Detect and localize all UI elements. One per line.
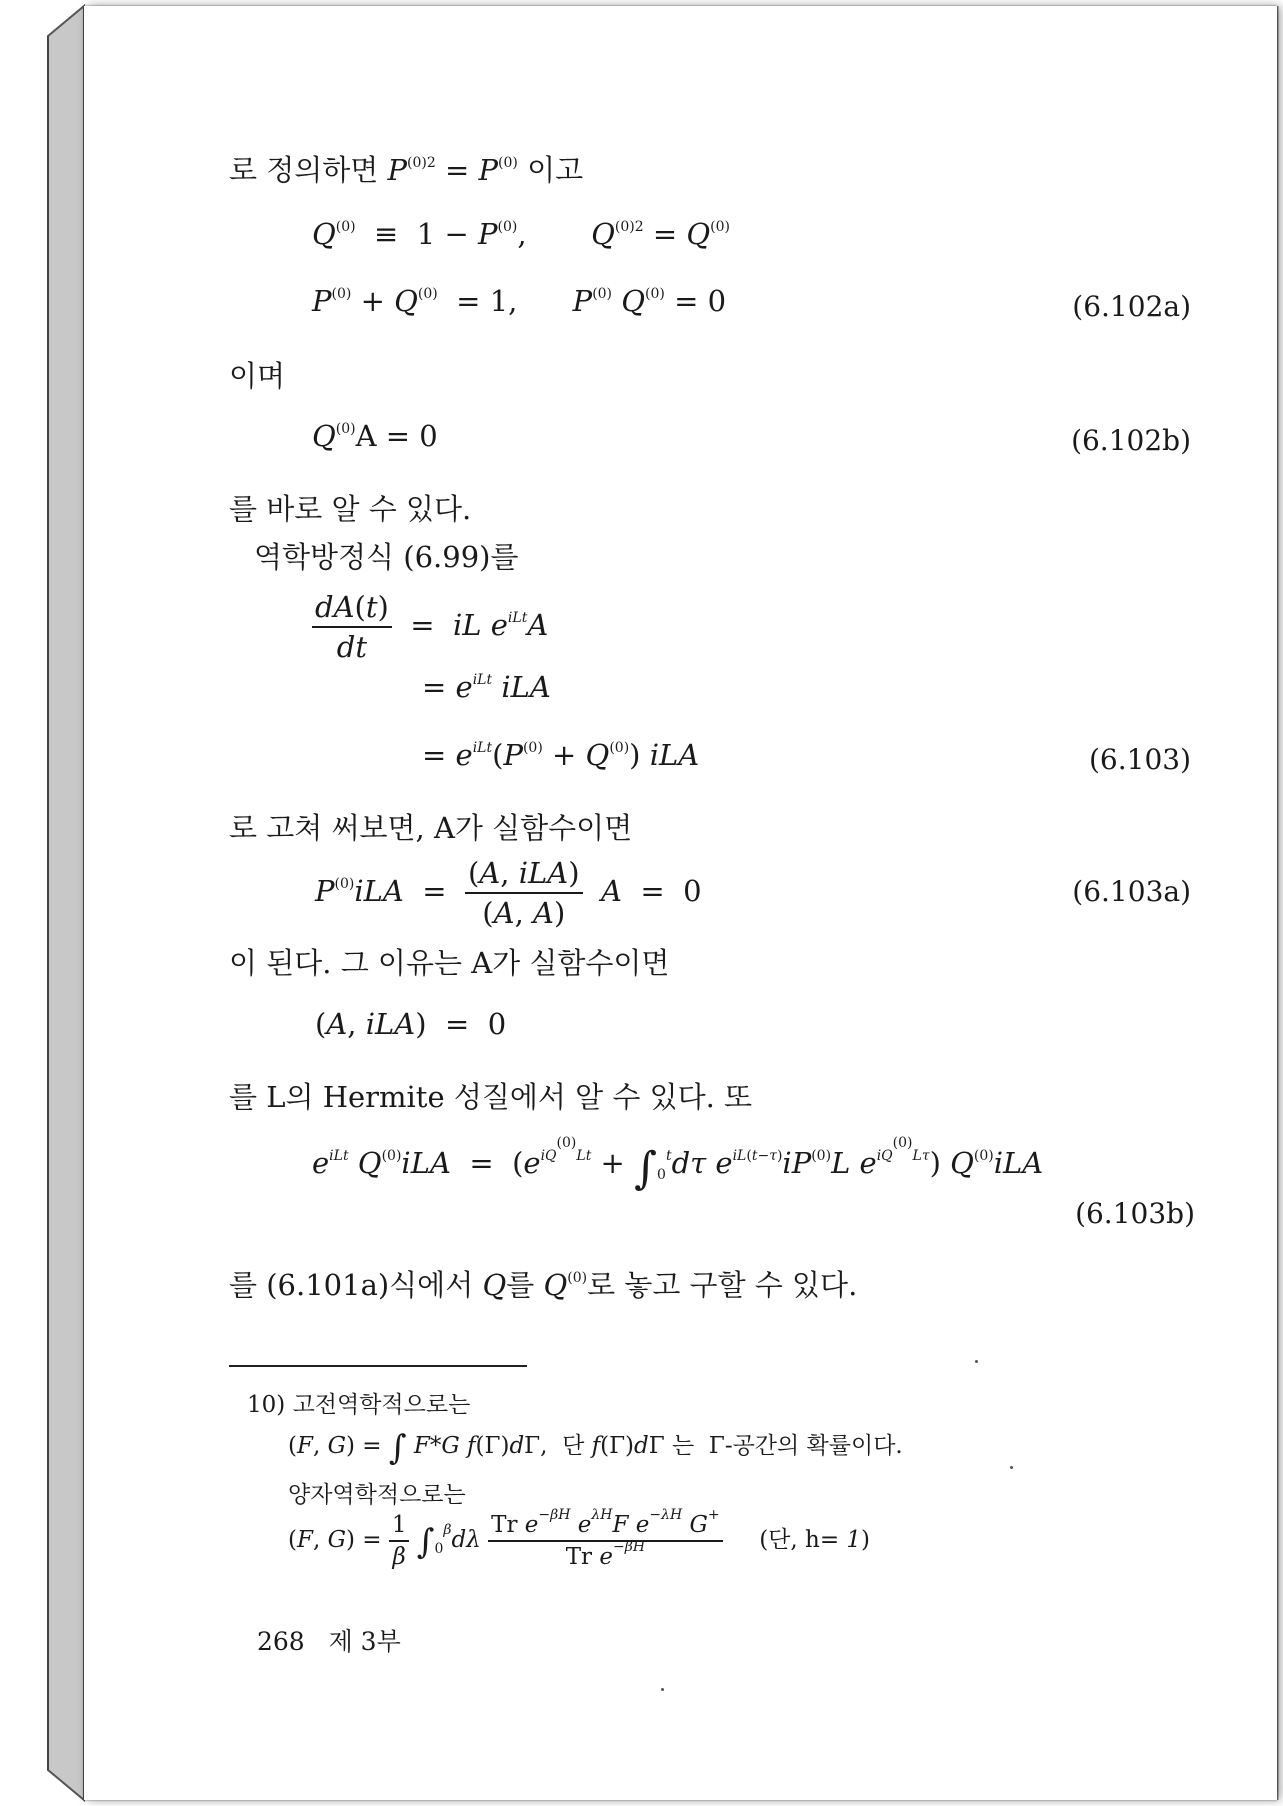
text-line-8: 를 (6.101a)식에서 Q를 $Q^{(0)}$로 놓고 구할 수 있다. <box>229 1268 858 1302</box>
footnote-label-classical: 10) 고전역학적으로는 <box>247 1392 471 1418</box>
equation-p0-ila: $P^{(0)}iLA$ = $\frac{\text{(A, iLA)}}{(A, A)}$ A = 0 <box>315 856 702 930</box>
footnote-formula-classical: (F, G) = ∫ F*G f(Γ)dΓ, 단 f(Γ)dΓ 는 Γ-공간의 확률이다. <box>288 1428 903 1468</box>
text-line-1: 로 정의하면 $P^{(0)2} = P^{(0)}$ 이고 <box>229 153 584 187</box>
footnote-formula-quantum: (F, G) = $\frac{1}{\beta}$ $\int_0^\beta d\lambda$ $\frac{Tr e^{-\beta H} e^{\lambda H}F e^{-\lambda H} G^+}{Tr e^{-\beta H}}$ (단, h= 1) <box>288 1507 871 1570</box>
text-line-5: 로 고쳐 써보면, A가 실함수이면 <box>229 811 633 845</box>
equation-number-6-102a: (6.102a) <box>1072 290 1191 323</box>
equation-projector-sum: $P^{(0)} + Q^{(0)} = 1$, $P^{(0)}$ $Q^{(0)} = 0$ <box>312 284 727 318</box>
page-number: 268 <box>257 1627 305 1656</box>
equation-number-6-103a: (6.103a) <box>1072 875 1191 908</box>
equation-number-6-103: (6.103) <box>1088 743 1191 776</box>
text-line-3: 를 바로 알 수 있다. <box>229 492 472 526</box>
equation-inner-product-zero: (A, iLA) = 0 <box>315 1007 507 1041</box>
text-line-4: 역학방정식 (6.99)를 <box>254 540 519 574</box>
equation-motion-3: = $e^{iLt}(P^{(0)} + Q^{(0)})$ iLA <box>422 738 700 772</box>
equation-number-6-103b: (6.103b) <box>1075 1197 1195 1230</box>
text-line-2: 이며 <box>229 359 286 393</box>
footnote-divider <box>229 1365 527 1367</box>
footnote-marker: 10) <box>247 1392 286 1418</box>
equation-motion-1: $\frac{dA(t)}{dt}$ = iL $e^{iLt}A$ <box>312 590 548 664</box>
scan-speck <box>661 1688 664 1691</box>
equation-q0-a: $Q^{(0)}A = 0$ <box>312 419 438 453</box>
footnote-label-quantum: 양자역학적으로는 <box>288 1482 466 1508</box>
equation-q0-definition: $Q^{(0)} \equiv 1 - P^{(0)}$, $Q^{(0)2} = Q^{(0)}$ <box>312 217 730 251</box>
scan-speck <box>975 1360 978 1363</box>
equation-q0-propagation: $e^{iLt}$ $Q^{(0)}iLA = (e^{iQ^{(0)}Lt} + \int_0^td\tau$ $e^{iL(t-\tau)}iP^{(0)}L$ $e^{iQ^{(0)}L\tau}$) $Q^{(0)}iLA$ <box>312 1135 1044 1194</box>
text-line-6: 이 된다. 그 이유는 A가 실함수이면 <box>229 946 670 980</box>
equation-motion-2: = $e^{iLt}$ iLA <box>422 670 551 704</box>
text-line-7: 를 L의 Hermite 성질에서 알 수 있다. 또 <box>229 1080 753 1114</box>
part-label: 제 3부 <box>328 1627 401 1656</box>
equation-number-6-102b: (6.102b) <box>1071 424 1191 457</box>
scan-speck <box>1010 1466 1013 1469</box>
page-footer <box>257 1622 401 1658</box>
